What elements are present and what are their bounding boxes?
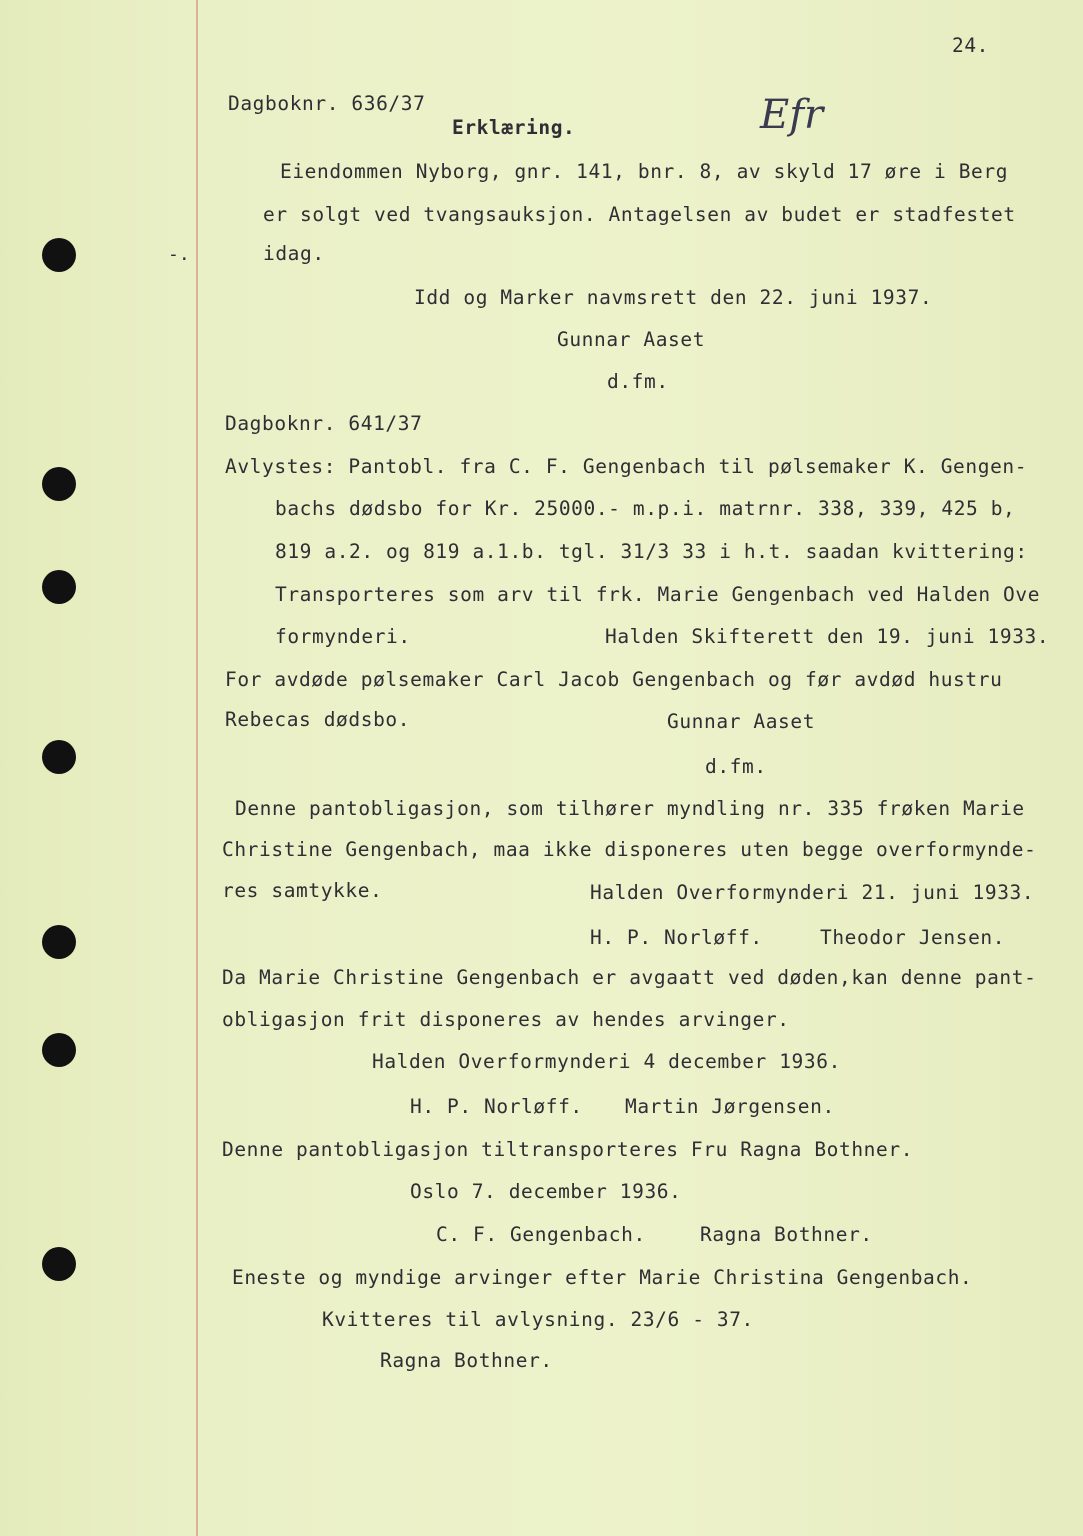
initials-mark: Efr bbox=[760, 92, 824, 138]
text-line: er solgt ved tvangsauksjon. Antagelsen av budet er stadfestet bbox=[263, 203, 1016, 226]
text-line: Halden Overformynderi 21. juni 1933. bbox=[590, 881, 1035, 904]
text-line: Halden Skifterett den 19. juni 1933. bbox=[605, 625, 1050, 648]
signature-line: Gunnar Aaset bbox=[667, 710, 816, 733]
text-line: obligasjon frit disponeres av hendes arvinger. bbox=[222, 1008, 790, 1031]
margin-dash: -. bbox=[168, 244, 190, 265]
text-line: Da Marie Christine Gengenbach er avgaatt ved døden,kan denne pant- bbox=[222, 966, 1037, 989]
punch-hole bbox=[42, 1247, 76, 1281]
punch-hole bbox=[42, 1033, 76, 1067]
text-line: Eiendommen Nyborg, gnr. 141, bnr. 8, av skyld 17 øre i Berg bbox=[280, 160, 1009, 183]
text-line: Christine Gengenbach, maa ikke disponeres uten begge overformynde- bbox=[222, 838, 1037, 861]
signature-line: Ragna Bothner. bbox=[380, 1349, 553, 1372]
text-line: d.fm. bbox=[705, 755, 767, 778]
text-line: bachs dødsbo for Kr. 25000.- m.p.i. matrnr. 338, 339, 425 b, bbox=[275, 497, 1016, 520]
text-line: Denne pantobligasjon, som tilhører myndling nr. 335 frøken Marie bbox=[235, 797, 1025, 820]
signature-line: Theodor Jensen. bbox=[820, 926, 1006, 949]
text-line: res samtykke. bbox=[222, 879, 383, 902]
signature-line: Martin Jørgensen. bbox=[625, 1095, 835, 1118]
text-line: For avdøde pølsemaker Carl Jacob Gengenbach og før avdød hustru bbox=[225, 668, 1003, 691]
text-line: Halden Overformynderi 4 december 1936. bbox=[372, 1050, 841, 1073]
text-line: Avlystes: Pantobl. fra C. F. Gengenbach til pølsemaker K. Gengen- bbox=[225, 455, 1028, 478]
text-line: Oslo 7. december 1936. bbox=[410, 1180, 682, 1203]
text-line: Kvitteres til avlysning. 23/6 - 37. bbox=[322, 1308, 754, 1331]
page-number: 24. bbox=[952, 34, 990, 57]
signature-line: Ragna Bothner. bbox=[700, 1223, 873, 1246]
text-line: Dagboknr. 641/37 bbox=[225, 412, 423, 435]
punch-hole bbox=[42, 925, 76, 959]
signature-line: C. F. Gengenbach. bbox=[436, 1223, 646, 1246]
text-line: Rebecas dødsbo. bbox=[225, 708, 411, 731]
text-line: idag. bbox=[263, 242, 325, 265]
text-line: Dagboknr. 636/37 bbox=[228, 92, 426, 115]
text-line: Idd og Marker navmsrett den 22. juni 1937. bbox=[414, 286, 933, 309]
text-line: 819 a.2. og 819 a.1.b. tgl. 31/3 33 i h.t. saadan kvittering: bbox=[275, 540, 1028, 563]
punch-hole bbox=[42, 467, 76, 501]
punch-hole bbox=[42, 238, 76, 272]
margin-line bbox=[196, 0, 198, 1536]
text-line: Denne pantobligasjon tiltransporteres Fru Ragna Bothner. bbox=[222, 1138, 914, 1161]
punch-hole bbox=[42, 740, 76, 774]
signature-line: H. P. Norløff. bbox=[410, 1095, 583, 1118]
signature-line: H. P. Norløff. bbox=[590, 926, 763, 949]
text-line: d.fm. bbox=[607, 370, 669, 393]
text-line: Eneste og myndige arvinger efter Marie Christina Gengenbach. bbox=[232, 1266, 973, 1289]
punch-hole bbox=[42, 570, 76, 604]
signature-line: Gunnar Aaset bbox=[557, 328, 706, 351]
text-line: Transporteres som arv til frk. Marie Gengenbach ved Halden Ove bbox=[275, 583, 1041, 606]
heading: Erklæring. bbox=[452, 116, 576, 139]
text-line: formynderi. bbox=[275, 625, 411, 648]
